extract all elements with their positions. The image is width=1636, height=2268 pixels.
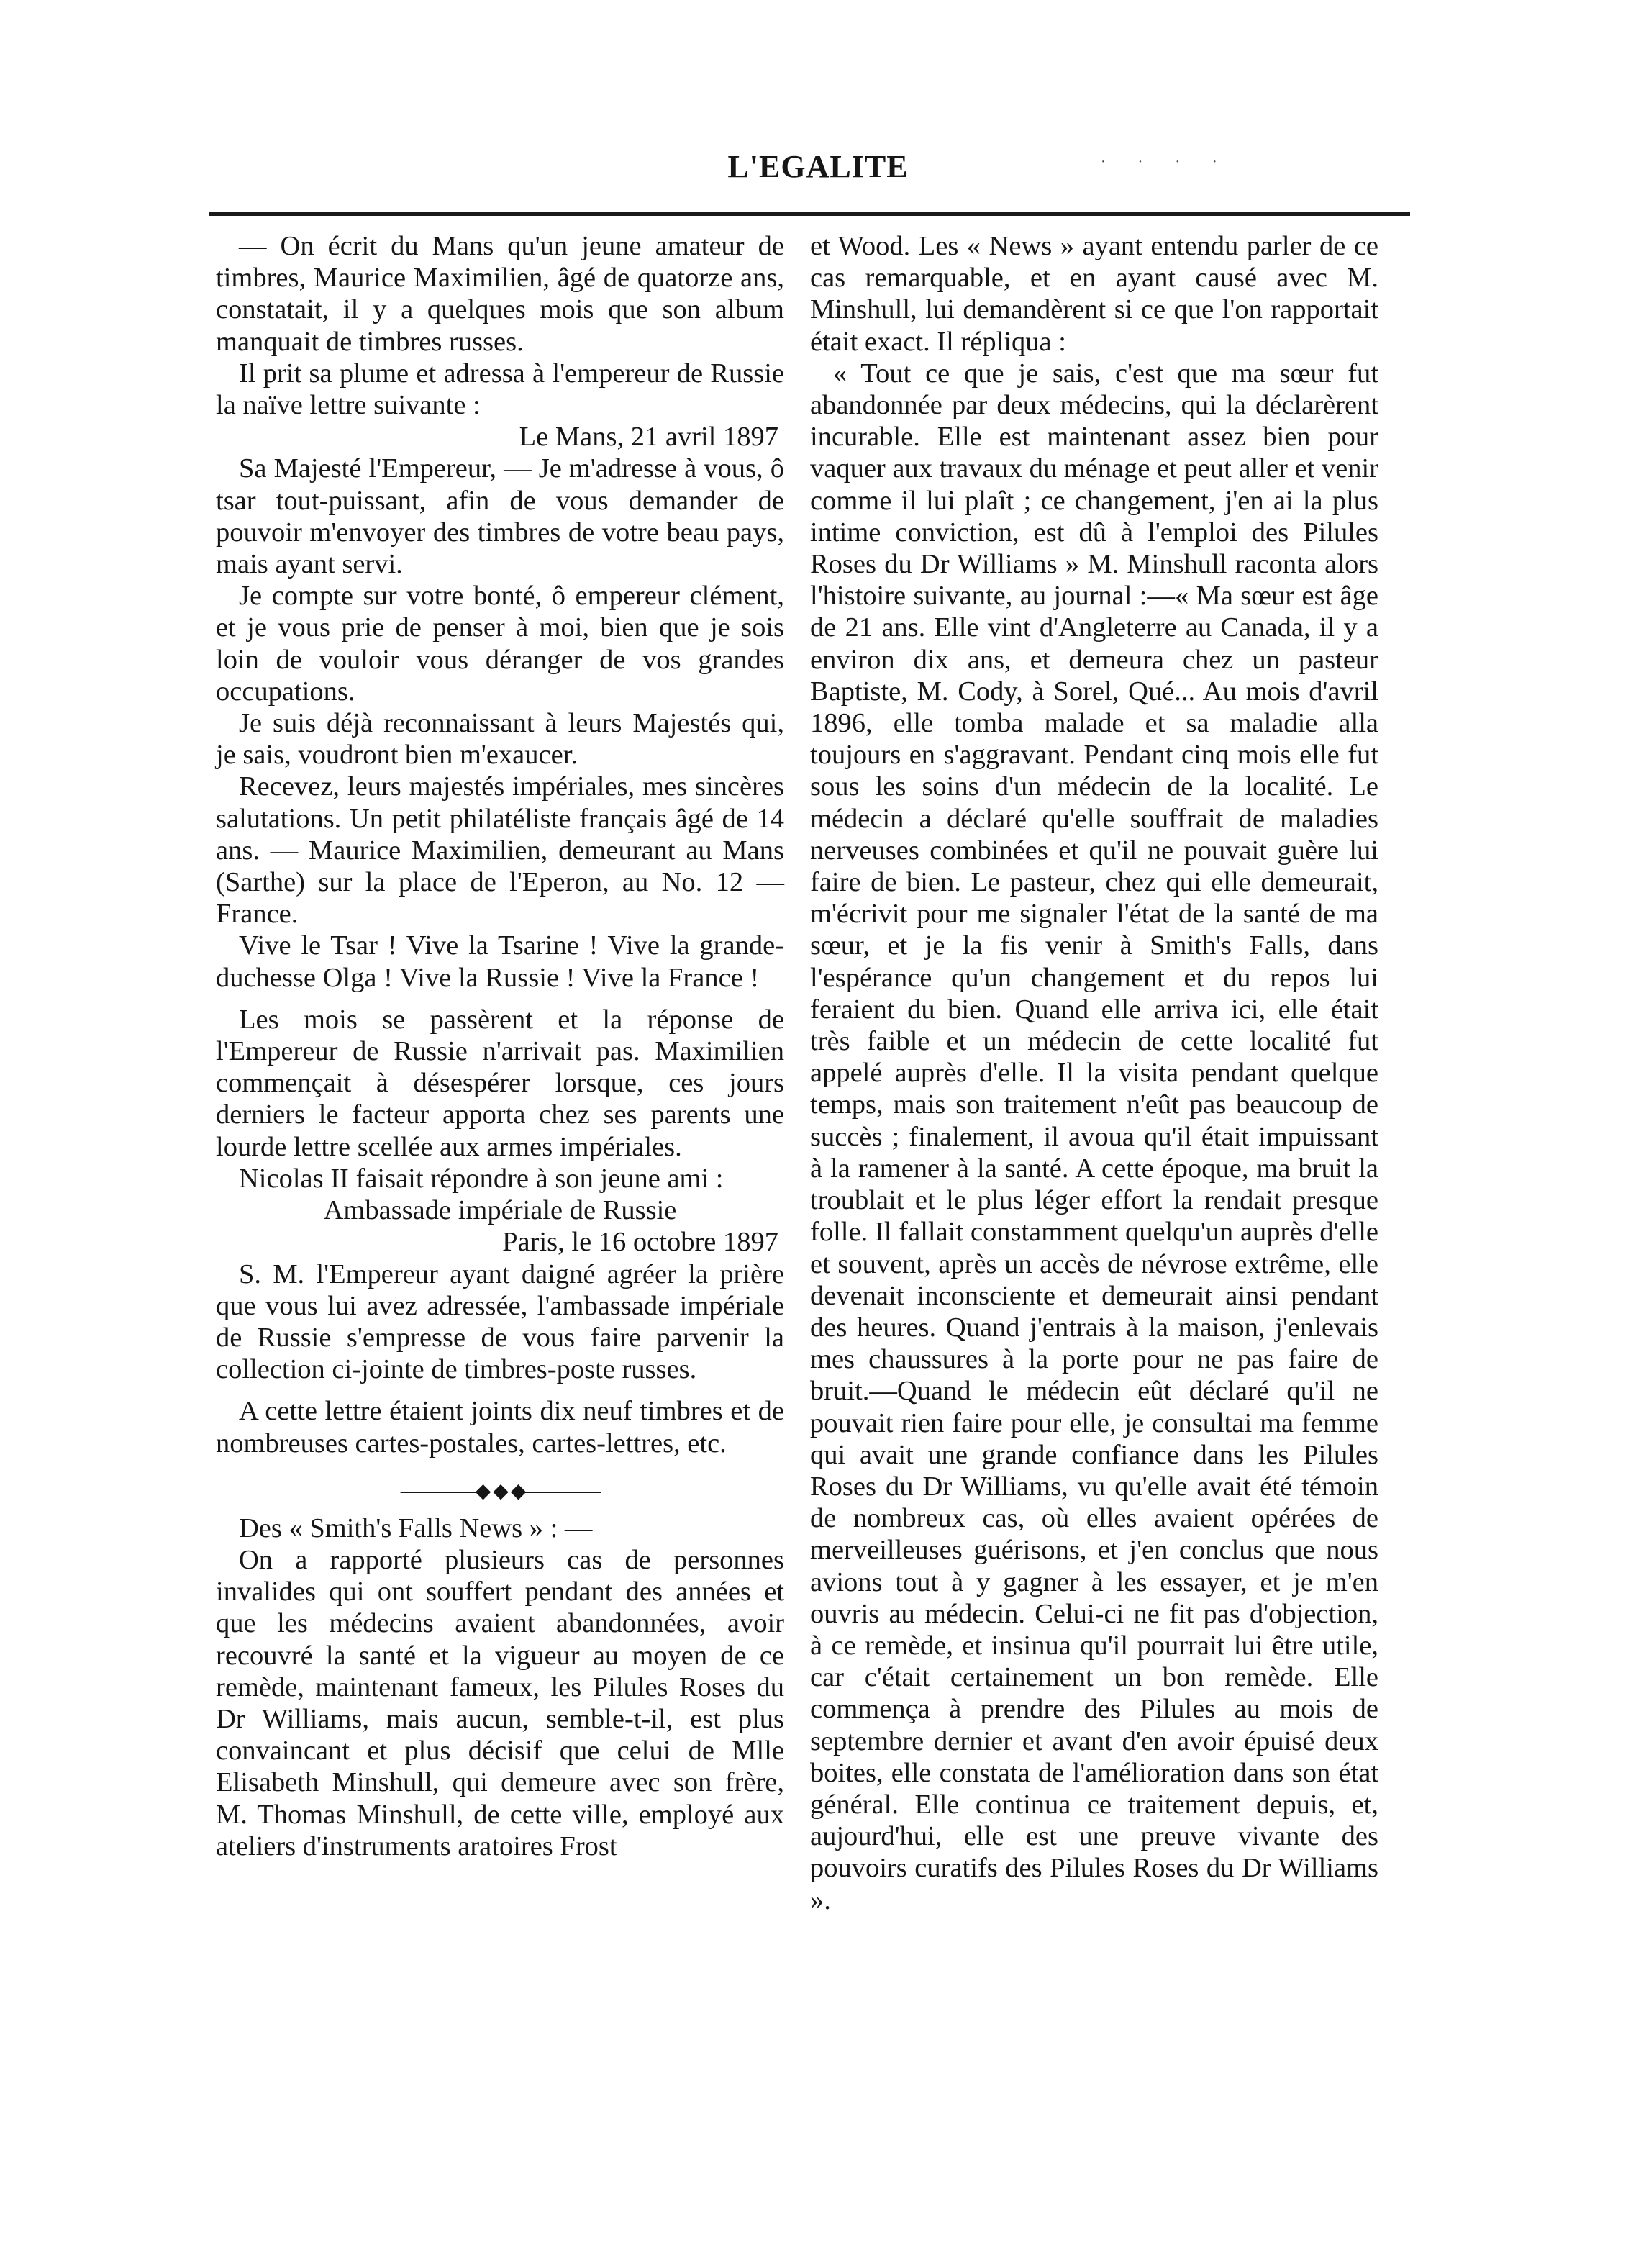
reply-heading: Ambassade impériale de Russie bbox=[323, 1195, 677, 1226]
article-body-3: « Tout ce que je sais, c'est que ma sœur fut abandonnée par deux médecins, qui la déclarèrent incurable. Elle est maintenant assez bien pour vaquer aux travaux du ménage et peut aller et venir comme il lui plaît ; ce changement, j'en ai la plus intime conviction, est dû à l'emploi des Pilules Roses du Dr Williams » M. Minshull raconta alors l'histoire suivante, au journal :—« Ma sœur est âge de 21 ans. Elle vint d'Angleterre au Canada, il y a environ dix ans, et demeura chez un pasteur Baptiste, M. Cody, à Sorel, Qué... Au mois d'avril 1896, elle tomba malade et sa maladie alla toujours en s'aggravant. Pendant cinq mois elle fut sous les soins d'un médecin de la localité. Le médecin a déclaré qu'elle souffrait de maladies nerveuses combinées et qu'il ne pouvait guère lui faire de bien. Le pasteur, chez qui elle demeurait, m'écrivit pour me signaler l'état de la santé de ma sœur, et je la fis venir à Smith's Falls, dans l'espérance qu'un changement et du repos lui feraient du bien. Quand elle arriva ici, elle était très faible et un médecin de cette localité fut appelé auprès d'elle. Il la visita pendant quelque temps, mais son traitement n'eût pas beaucoup de succès ; finalement, il avoua qu'il était impuissant à la ramener à la santé. A cette époque, ma bruit la troublait et le plus léger effort la rendait presque folle. Il fallait constamment quelqu'un auprès d'elle et souvent, après un accès de névrose extrême, elle devenait inconsciente et demeurait ainsi pendant des heures. Quand j'entrais à la maison, j'enlevais mes chaussures à la porte pour ne pas faire de bruit.—Quand le médecin eût déclaré qu'il ne pouvait rien faire pour elle, je consultai ma femme qui avait une grande confiance dans les Pilules Roses du Dr Williams, vu qu'elle avait été témoin de nombreux cas, où elles avaient opérées de merveilleuses guérisons, et j'en conclus que nous avions tout à y gagner à les essayer, et je m'en ouvris au médecin. Celui-ci ne fit pas d'objection, à ce remède, et insinua qu'il pourrait lui être utile, car c'était certainement un bon remède. Elle commença à prendre des Pilules au mois de septembre dernier et avant d'en avoir épuisé deux boites, elle constata de l'amélioration dans son état général. Elle continua ce traitement depuis, et, aujourd'hui, elle est une preuve vivante des pouvoirs curatifs des Pilules Roses du Dr Williams ». bbox=[810, 358, 1378, 1915]
article-body-1: On a rapporté plusieurs cas de personnes invalides qui ont souffert pendant des années et que les médecins avaient abandonnées, avoir recouvré la santé et la vigueur au moyen de ce remède, maintenant fameux, les Pilules Roses du Dr Williams, mais aucun, semble-t-il, est plus convaincant et plus décisif que celui de Mlle Elisabeth Minshull, qui demeure avec son frère, M. Thomas Minshull, de cette ville, employé aux ateliers d'instruments aratoires Frost bbox=[216, 1544, 784, 1861]
letter-body-4: Recevez, leurs majestés impériales, mes sincères salutations. Un petit philatéliste français âgé de 14 ans. — Maurice Maximilien, demeurant au Mans (Sarthe) sur la place de l'Eperon, au No. 12 — France. bbox=[216, 771, 784, 930]
article-body-2: et Wood. Les « News » ayant entendu parler de ce cas remarquable, et en ayant causé avec M. Minshull, lui demandèrent si ce que l'on rapportait était exact. Il répliqua : bbox=[810, 231, 1378, 357]
section-divider-ornament: ————◆ ◆ ◆———— bbox=[400, 1479, 600, 1502]
paragraph-response: Les mois se passèrent et la réponse de l'Empereur de Russie n'arrivait pas. Maximilien commençait à désespérer lorsque, ces jours derniers le facteur apporta chez ses parents une lourde lettre scellée aux armes impériales. bbox=[216, 1004, 784, 1162]
letter-body-3: Je suis déjà reconnaissant à leurs Majestés qui, je sais, voudront bien m'exaucer. bbox=[216, 708, 784, 771]
page-header-title: L'EGALITE bbox=[727, 149, 909, 184]
right-column bbox=[810, 230, 1378, 1916]
reply-dateline: Paris, le 16 octobre 1897 bbox=[502, 1227, 778, 1258]
reply-body: S. M. l'Empereur ayant daigné agréer la prière que vous lui avez adressée, l'ambassade impériale de Russie s'empresse de vous faire parvenir la collection ci-jointe de timbres-poste russes. bbox=[216, 1258, 784, 1385]
paragraph-intro: — On écrit du Mans qu'un jeune amateur de timbres, Maurice Maximilien, âgé de quatorze ans, constatait, il y a quelques mois que son album manquait de timbres russes. bbox=[216, 231, 784, 357]
left-column bbox=[216, 230, 784, 1862]
letter-dateline: Le Mans, 21 avril 1897 bbox=[519, 422, 778, 453]
header-rule bbox=[209, 212, 1410, 216]
letter-body-1: Sa Majesté l'Empereur, — Je m'adresse à vous, ô tsar tout-puissant, afin de vous demander de pouvoir m'envoyer des timbres de votre beau pays, mais ayant servi. bbox=[216, 453, 784, 580]
print-specks-decoration: · · · · bbox=[1101, 154, 1232, 170]
article-source-line: Des « Smith's Falls News » : — bbox=[239, 1512, 593, 1543]
paragraph-letter-intro: Il prit sa plume et adressa à l'empereur de Russie la naïve lettre suivante : bbox=[216, 358, 784, 421]
letter-body-5: Vive le Tsar ! Vive la Tsarine ! Vive la grande-duchesse Olga ! Vive la Russie ! Vive la France ! bbox=[216, 930, 784, 993]
letter-body-2: Je compte sur votre bonté, ô empereur clément, et je vous prie de penser à moi, bien que je sois loin de vouloir vous déranger de vos grandes occupations. bbox=[216, 581, 784, 707]
paragraph-enclosures: A cette lettre étaient joints dix neuf timbres et de nombreuses cartes-postales, cartes-lettres, etc. bbox=[216, 1396, 784, 1459]
paragraph-nicolas: Nicolas II faisait répondre à son jeune ami : bbox=[239, 1163, 724, 1194]
